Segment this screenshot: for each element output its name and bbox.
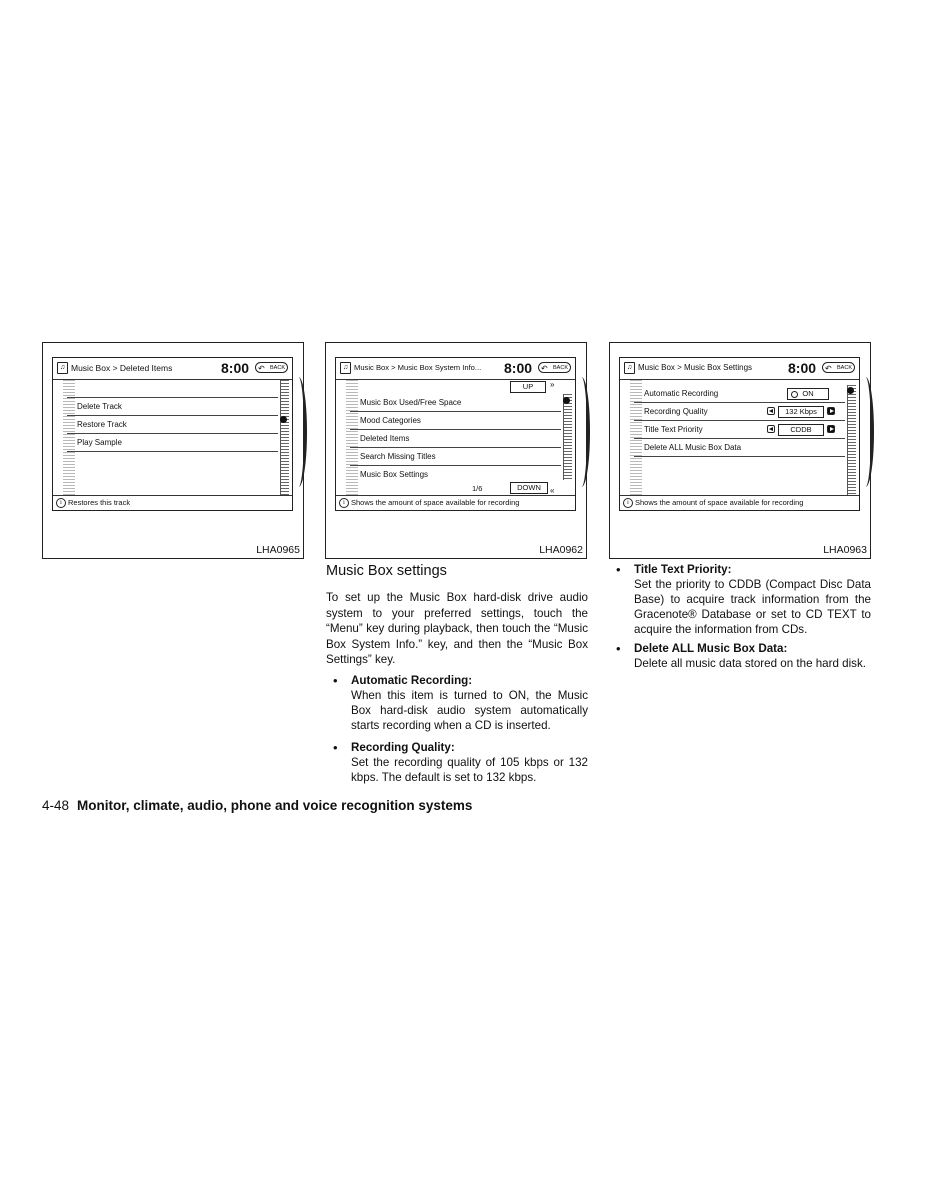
music-box-icon: ♫	[624, 362, 635, 374]
display-bezel-arc	[857, 377, 874, 487]
bullet-text: Set the recording quality of 105 kbps or 132 kbps. The default is set to 132 kbps.	[351, 756, 588, 784]
chevron-up-icon: »	[550, 380, 555, 389]
scroll-knob[interactable]	[847, 387, 854, 394]
back-button[interactable]: ↶ BACK	[822, 362, 855, 373]
page-footer	[42, 798, 472, 813]
setting-automatic-recording[interactable]: Automatic Recording ON	[634, 385, 845, 403]
clock: 8:00	[504, 360, 533, 376]
menu-list	[350, 394, 561, 480]
title-text-priority-value: CDDB	[778, 424, 824, 436]
list-item	[634, 457, 845, 475]
screen-header	[53, 358, 292, 380]
bullet-title: Recording Quality:	[351, 741, 455, 754]
bullet-title: Title Text Priority:	[634, 563, 732, 576]
screen-title: Music Box > Music Box System Info...	[354, 363, 482, 372]
list-item-play-sample[interactable]: Play Sample	[67, 434, 278, 452]
up-button[interactable]: UP	[510, 381, 546, 393]
scroll-knob[interactable]	[280, 416, 287, 423]
footer-hint: Shows the amount of space available for recording	[635, 498, 804, 507]
info-icon: i	[623, 498, 633, 508]
scrollbar[interactable]	[847, 385, 856, 495]
menu-list	[67, 380, 278, 495]
screen-deleted-items	[52, 357, 293, 511]
footer-hint: Restores this track	[68, 498, 131, 507]
chevron-down-icon: «	[550, 486, 555, 495]
clock: 8:00	[788, 360, 817, 376]
left-arrow-icon[interactable]	[767, 425, 775, 433]
automatic-recording-toggle[interactable]: ON	[787, 388, 829, 400]
chapter-title: Monitor, climate, audio, phone and voice recognition systems	[77, 798, 473, 813]
figure-code: LHA0962	[539, 544, 583, 556]
clock: 8:00	[221, 360, 250, 376]
music-box-icon: ♫	[57, 362, 68, 374]
display-bezel-arc	[573, 377, 590, 487]
list-item-music-box-settings[interactable]: Music Box Settings	[360, 470, 429, 479]
bullet-text: Delete all music data stored on the hard disk.	[634, 657, 866, 670]
figure-music-box-settings	[609, 342, 871, 559]
list-item-delete-track[interactable]: Delete Track	[67, 398, 278, 416]
info-icon: i	[56, 498, 66, 508]
list-item-used-free-space[interactable]: Music Box Used/Free Space	[350, 394, 561, 412]
figure-code: LHA0963	[823, 544, 867, 556]
list-item-mood-categories[interactable]: Mood Categories	[350, 412, 561, 430]
display-bezel-arc	[290, 377, 307, 487]
screen-title: Music Box > Music Box Settings	[638, 363, 753, 372]
screen-footer	[620, 495, 859, 510]
radio-indicator-icon	[791, 391, 798, 398]
list-item	[67, 452, 278, 470]
list-item-search-missing-titles[interactable]: Search Missing Titles	[350, 448, 561, 466]
intro-paragraph: To set up the Music Box hard-disk drive audio system to your preferred settings, touch the “Menu” key during playback, then touch the “Music Box System Info.” key, and then the “Music Box Settings” key.	[326, 591, 588, 666]
bullet-title: Automatic Recording:	[351, 674, 473, 687]
screen-header	[336, 358, 575, 380]
figure-deleted-items	[42, 342, 304, 559]
bullet-dot-icon: •	[616, 562, 621, 577]
scrollbar[interactable]	[563, 394, 572, 480]
setting-delete-all-music-box-data[interactable]: Delete ALL Music Box Data	[634, 439, 845, 457]
scroll-knob[interactable]	[563, 397, 570, 404]
back-button[interactable]: ↶ BACK	[538, 362, 571, 373]
figure-code: LHA0965	[256, 544, 300, 556]
page-number: 4-48	[42, 798, 70, 813]
list-item-restore-track[interactable]: Restore Track	[67, 416, 278, 434]
bullet-dot-icon: •	[616, 641, 621, 656]
bullet-text: Set the priority to CDDB (Compact Disc Data Base) to acquire track information from the Gracenote® Database or set to CD TEXT to acquire the information from CDs.	[634, 578, 871, 636]
section-heading: Music Box settings	[326, 563, 447, 579]
bullet-dot-icon: •	[333, 673, 338, 688]
screen-title: Music Box > Deleted Items	[71, 363, 173, 373]
page-indicator: 1/6	[472, 484, 483, 493]
settings-list	[634, 385, 845, 495]
screen-header	[620, 358, 859, 380]
bullet-dot-icon: •	[333, 740, 338, 755]
left-arrow-icon[interactable]	[767, 407, 775, 415]
footer-hint: Shows the amount of space available for recording	[351, 498, 520, 507]
list-item-deleted-items[interactable]: Deleted Items	[350, 430, 561, 448]
figure-system-info	[325, 342, 587, 559]
music-box-icon: ♫	[340, 362, 351, 374]
bullet-text: When this item is turned to ON, the Music Box hard-disk audio system automatically starts recording when a CD is inserted.	[351, 689, 588, 732]
down-button[interactable]: DOWN	[510, 482, 548, 494]
setting-title-text-priority[interactable]: Title Text Priority CDDB	[634, 421, 845, 439]
right-arrow-icon[interactable]	[827, 407, 835, 415]
back-button[interactable]: ↶ BACK	[255, 362, 288, 373]
screen-footer	[336, 495, 575, 510]
recording-quality-value: 132 Kbps	[778, 406, 824, 418]
screen-footer	[53, 495, 292, 510]
setting-recording-quality[interactable]: Recording Quality 132 Kbps	[634, 403, 845, 421]
bullet-title: Delete ALL Music Box Data:	[634, 642, 788, 655]
info-icon: i	[339, 498, 349, 508]
screen-music-box-settings	[619, 357, 860, 511]
list-item	[67, 380, 278, 398]
right-arrow-icon[interactable]	[827, 425, 835, 433]
scrollbar[interactable]	[280, 380, 289, 495]
screen-system-info	[335, 357, 576, 511]
